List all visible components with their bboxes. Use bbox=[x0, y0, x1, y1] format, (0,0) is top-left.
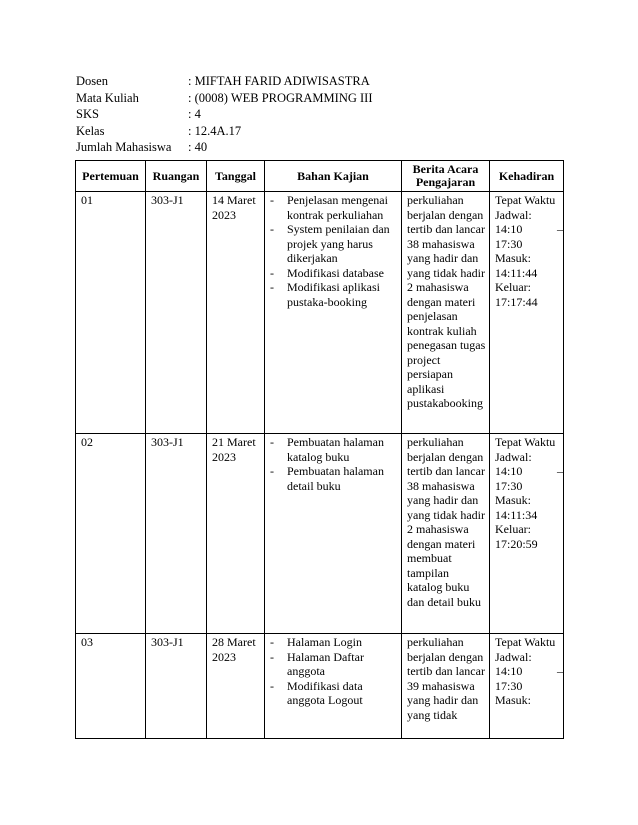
list-item: - Penjelasan mengenai kontrak perkuliahan bbox=[270, 193, 398, 222]
cell-tanggal: 21 Maret 2023 bbox=[207, 434, 265, 634]
masuk-label: Masuk: bbox=[495, 251, 531, 265]
cell-kehadiran bbox=[490, 634, 564, 739]
sks-label: SKS bbox=[76, 107, 99, 121]
cell-kehadiran bbox=[490, 192, 564, 434]
list-item: - Modifikasi database bbox=[270, 266, 398, 281]
col-header-berita: Berita Acara Pengajaran bbox=[402, 161, 490, 192]
cell-ruangan: 303-J1 bbox=[146, 434, 207, 634]
col-header-ruangan: Ruangan bbox=[146, 161, 207, 192]
jadwal-dash: – bbox=[557, 464, 563, 478]
table-header-row bbox=[76, 161, 564, 192]
bahan-list bbox=[270, 635, 398, 708]
table-row bbox=[76, 634, 564, 739]
kelas-label: Kelas bbox=[76, 123, 105, 138]
masuk-label: Masuk: bbox=[495, 493, 531, 507]
col-header-bahan: Bahan Kajian bbox=[265, 161, 402, 192]
table-row bbox=[76, 192, 564, 434]
jadwal-dash: – bbox=[557, 222, 563, 236]
list-item: - Halaman Daftar anggota bbox=[270, 650, 398, 679]
jumlah-row bbox=[76, 139, 373, 156]
jadwal-start-time: 14:10 bbox=[495, 664, 523, 678]
jadwal-end: 17:30 bbox=[495, 478, 523, 493]
col-header-pertemuan: Pertemuan bbox=[76, 161, 146, 192]
cell-berita: perkuliahan berjalan dengan tertib dan lancar 39 mahasiswa yang hadir dan yang tidak bbox=[402, 634, 490, 739]
masuk-time: 14:11:34 bbox=[495, 507, 538, 522]
cell-kehadiran bbox=[490, 434, 564, 634]
jadwal-start-time: 14:10 bbox=[495, 222, 523, 236]
keluar-time: 17:20:59 bbox=[495, 536, 538, 551]
jadwal-start-time: 14:10 bbox=[495, 464, 523, 478]
keluar-label: Keluar: bbox=[495, 522, 531, 536]
cell-bahan bbox=[265, 434, 402, 634]
kelas-row bbox=[76, 123, 373, 140]
jadwal-start bbox=[495, 464, 563, 479]
list-item: - Halaman Login bbox=[270, 635, 398, 650]
cell-berita: perkuliahan berjalan dengan tertib dan lancar 38 mahasiswa yang hadir dan yang tidak hadir 2 mahasiswa dengan materi membuat tampilan katalog buku dan detail buku bbox=[402, 434, 490, 634]
kehadiran-status: Tepat Waktu bbox=[495, 635, 556, 649]
course-header bbox=[76, 73, 373, 156]
cell-bahan bbox=[265, 192, 402, 434]
jadwal-label: Jadwal: bbox=[495, 207, 532, 222]
jadwal-end: 17:30 bbox=[495, 236, 523, 251]
sks-value: : 4 bbox=[188, 107, 201, 121]
col-header-tanggal: Tanggal bbox=[207, 161, 265, 192]
list-item: - Pembuatan halaman detail buku bbox=[270, 464, 398, 493]
kehadiran-status: Tepat Waktu bbox=[495, 435, 556, 449]
cell-berita: perkuliahan berjalan dengan tertib dan lancar 38 mahasiswa yang hadir dan yang tidak hadir 2 mahasiswa dengan materi penjelasan kontrak kuliah penegasan tugas project persiapan aplikasi pustakabooking bbox=[402, 192, 490, 434]
dosen-label: Dosen bbox=[76, 74, 108, 88]
cell-pertemuan: 02 bbox=[76, 434, 146, 634]
jadwal-label: Jadwal: bbox=[495, 449, 532, 464]
jumlah-value: : 40 bbox=[188, 140, 208, 154]
jadwal-label: Jadwal: bbox=[495, 649, 532, 664]
table-row bbox=[76, 434, 564, 634]
bahan-list bbox=[270, 193, 398, 309]
matkul-value: : (0008) WEB PROGRAMMING III bbox=[188, 90, 373, 105]
attendance-table bbox=[75, 160, 564, 739]
list-item: - Modifikasi data anggota Logout bbox=[270, 679, 398, 708]
list-item: - System penilaian dan projek yang harus dikerjakan bbox=[270, 222, 398, 266]
cell-tanggal: 28 Maret 2023 bbox=[207, 634, 265, 739]
dosen-value: : MIFTAH FARID ADIWISASTRA bbox=[188, 74, 370, 88]
col-header-kehadiran: Kehadiran bbox=[490, 161, 564, 192]
list-item: - Modifikasi aplikasi pustaka-booking bbox=[270, 280, 398, 309]
kelas-value: : 12.4A.17 bbox=[188, 123, 242, 138]
list-item: - Pembuatan halaman katalog buku bbox=[270, 435, 398, 464]
cell-pertemuan: 03 bbox=[76, 634, 146, 739]
kehadiran-status: Tepat Waktu bbox=[495, 193, 556, 207]
masuk-time: 14:11:44 bbox=[495, 265, 538, 280]
bahan-list bbox=[270, 435, 398, 493]
matkul-row bbox=[76, 90, 373, 107]
cell-pertemuan: 01 bbox=[76, 192, 146, 434]
keluar-label: Keluar: bbox=[495, 280, 531, 294]
jadwal-start bbox=[495, 664, 563, 679]
sks-row bbox=[76, 106, 373, 123]
cell-ruangan: 303-J1 bbox=[146, 192, 207, 434]
dosen-row bbox=[76, 73, 373, 90]
masuk-label: Masuk: bbox=[495, 693, 531, 707]
keluar-time: 17:17:44 bbox=[495, 294, 538, 309]
jumlah-label: Jumlah Mahasiswa bbox=[76, 140, 172, 154]
cell-bahan bbox=[265, 634, 402, 739]
jadwal-start bbox=[495, 222, 563, 237]
jadwal-end: 17:30 bbox=[495, 678, 523, 693]
cell-ruangan: 303-J1 bbox=[146, 634, 207, 739]
jadwal-dash: – bbox=[557, 664, 563, 678]
cell-tanggal: 14 Maret 2023 bbox=[207, 192, 265, 434]
matkul-label: Mata Kuliah bbox=[76, 90, 139, 105]
